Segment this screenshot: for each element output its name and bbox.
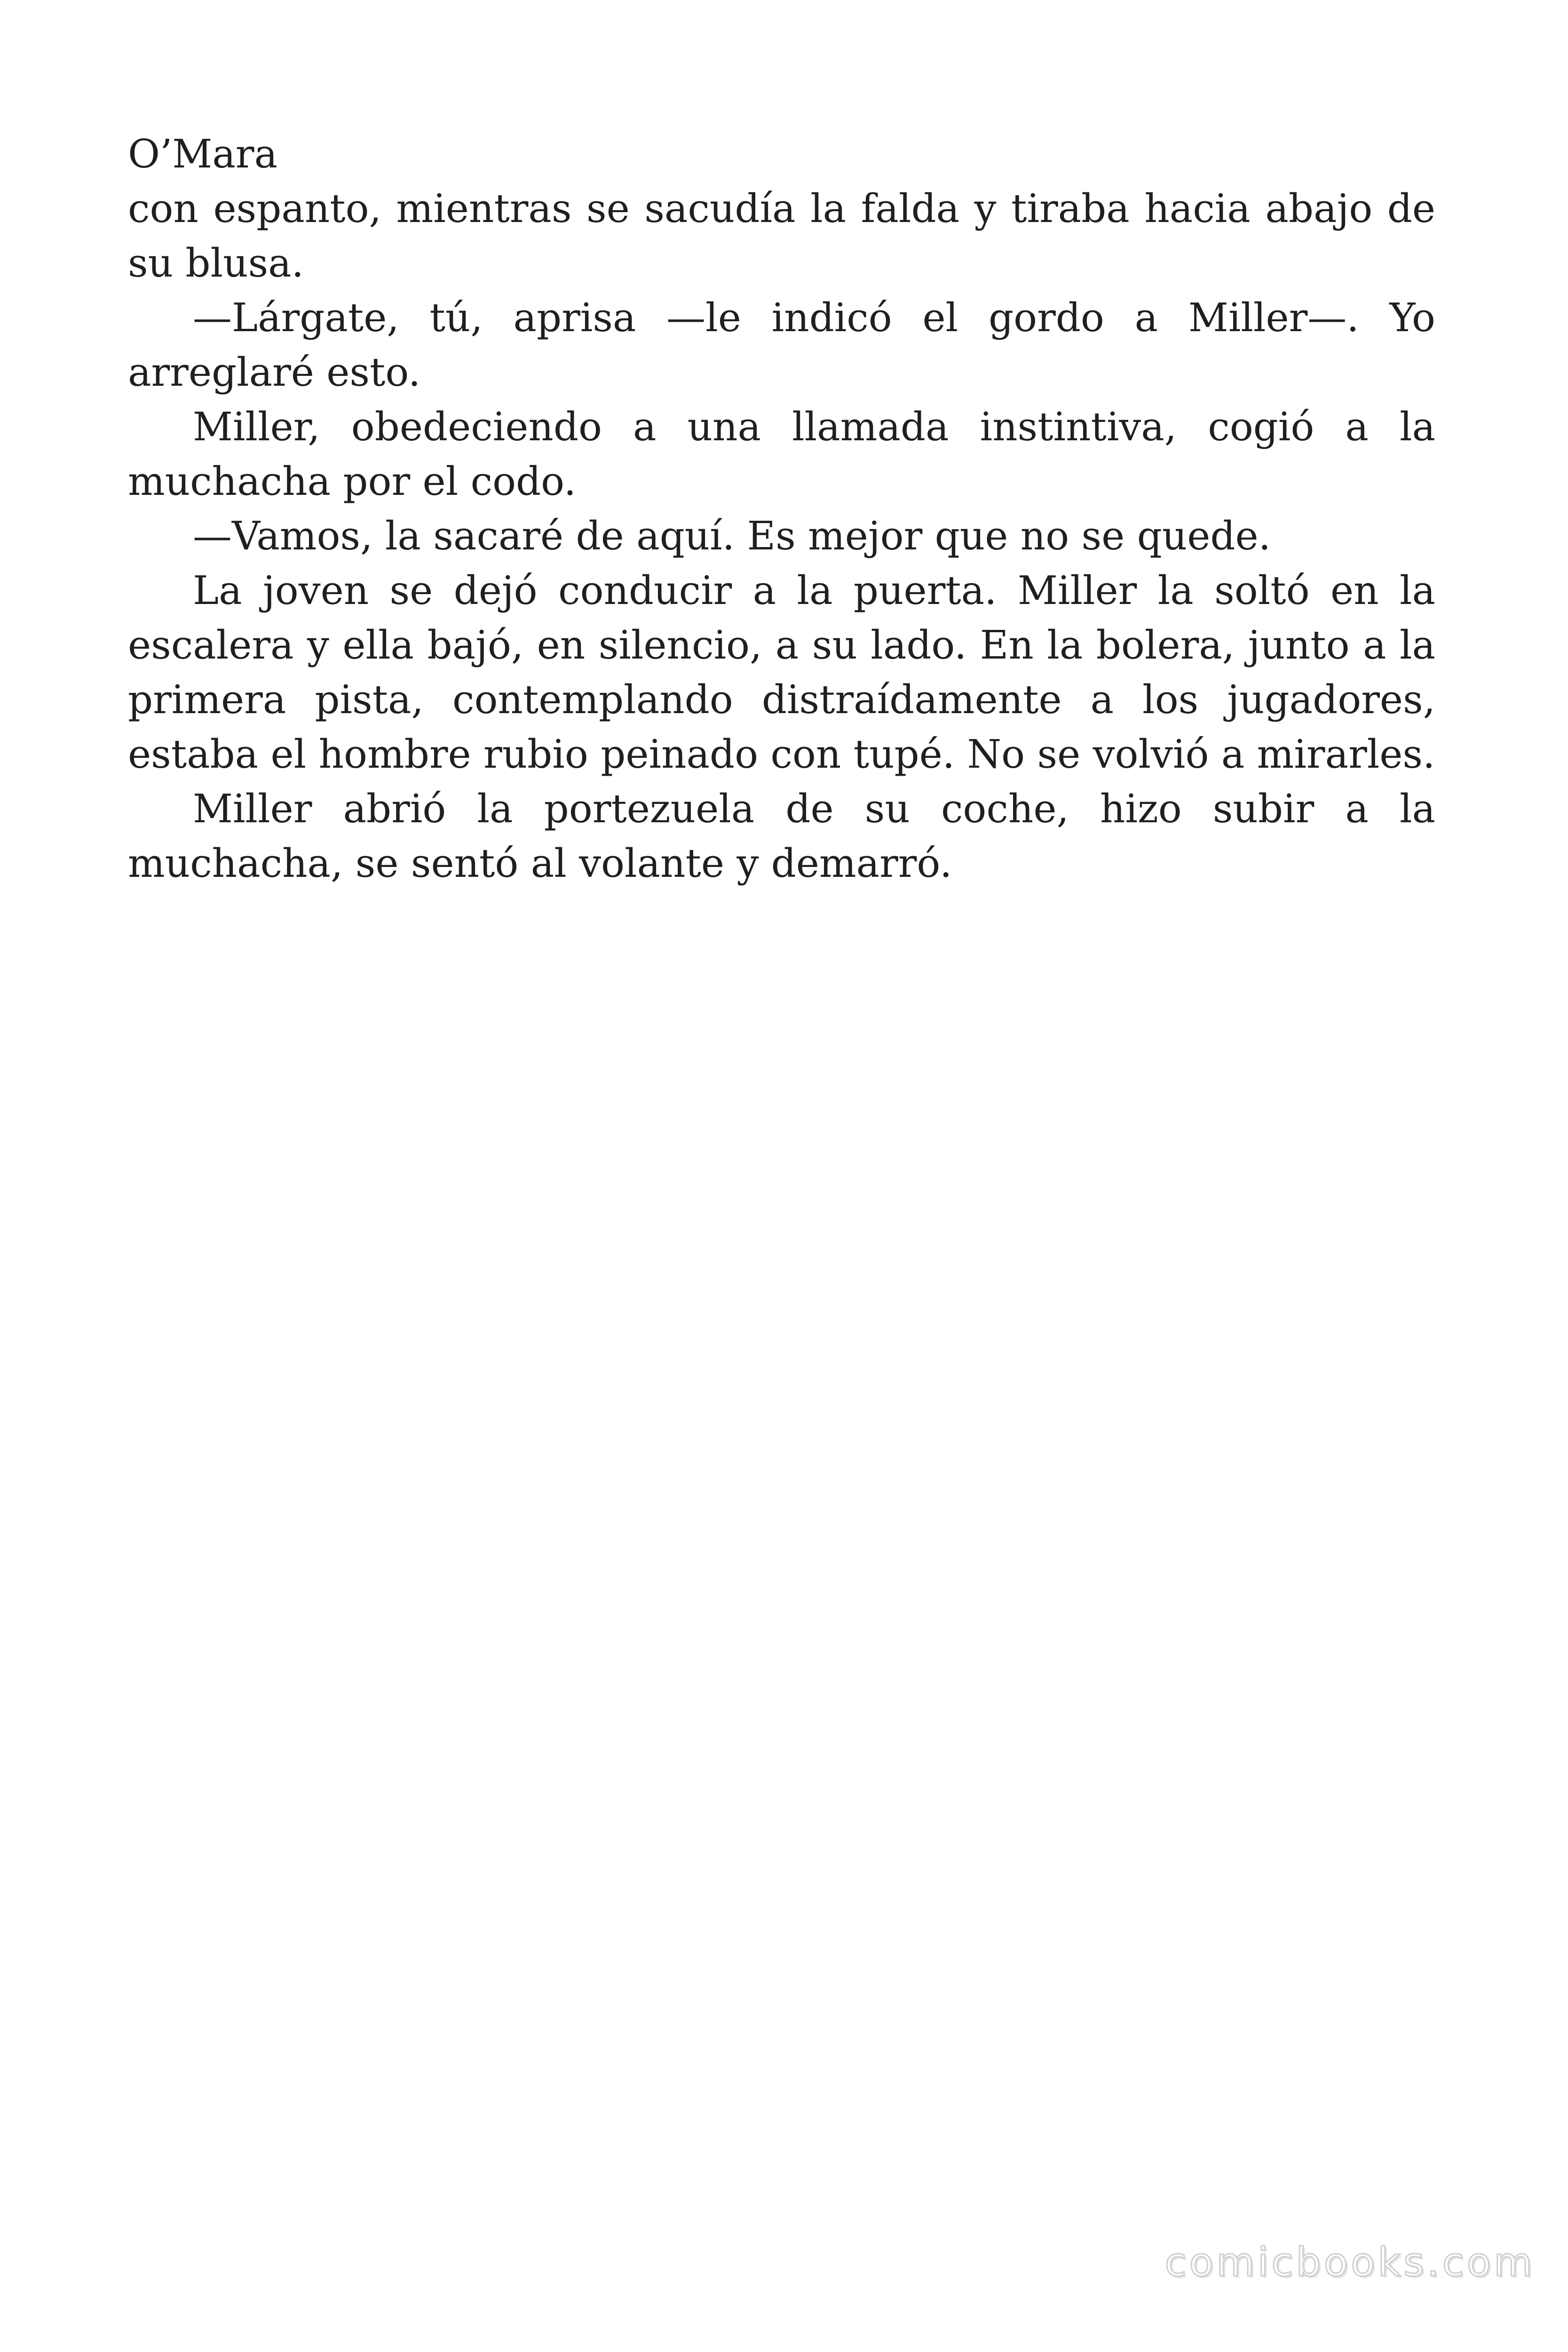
paragraph-2: —Lárgate, tú, aprisa —le indicó el gordo a Miller—. Yo arreglaré esto. — [128, 295, 1435, 395]
paragraph-6: Miller abrió la portezuela de su coche, hizo subir a la muchacha, se sentó al volante y demarró. — [128, 786, 1435, 886]
page-text — [128, 127, 1435, 891]
paragraph-4: —Vamos, la sacaré de aquí. Es mejor que no se quede. — [193, 513, 1271, 559]
paragraph-3: Miller, obedeciendo a una llamada instintiva, cogió a la muchacha por el codo. — [128, 404, 1435, 504]
paragraph-5: La joven se dejó conducir a la puerta. Miller la soltó en la escalera y ella bajó, en silencio, a su lado. En la bolera, junto a la primera pista, contemplando distraídamente a los jugadores, estaba el hombre rubio peinado con tupé. No se volvió a mirarles. — [128, 568, 1435, 777]
running-header: O’Mara — [128, 131, 278, 177]
paragraph-1: con espanto, mientras se sacudía la falda y tiraba hacia abajo de su blusa. — [128, 186, 1435, 286]
watermark: comicbooks.com — [1164, 2239, 1535, 2285]
